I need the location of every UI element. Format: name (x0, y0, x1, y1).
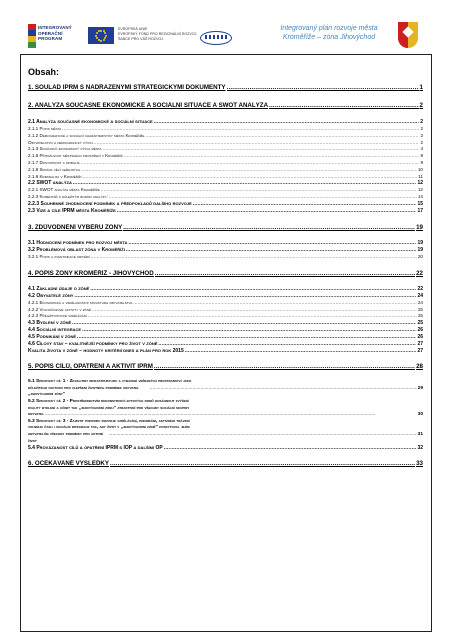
ipr-header-text: Integrovaný plán rozvoje města Kroměříže – zóna Jihovýchod (280, 25, 378, 41)
toc-entry[interactable] (28, 208, 423, 215)
toc-spacer (28, 110, 423, 119)
toc-entry[interactable] (28, 102, 423, 110)
toc-entry-text: 2.2.3 Souhrnné zhodnocení podmínek a předpokladů dalšího rozvoje (28, 200, 192, 207)
toc-entry[interactable] (28, 307, 423, 314)
toc-entry-text: 5.4 Provázanost cílů a opatření IPRM s IOP a dalšími OP (28, 445, 163, 452)
toc-entry-text: 2. ANALÝZA SOUČASNÉ EKONOMICKÉ A SOCIÁLNÍ SITUACE A SWOT ANALÝZA (28, 102, 269, 109)
toc-entry[interactable] (28, 247, 423, 254)
toc-entry-text: 2.2 SWOT analýza (28, 180, 72, 187)
toc-entry[interactable] (28, 327, 423, 334)
toc-page-number: 17 (417, 207, 423, 214)
toc-entry[interactable] (28, 160, 423, 167)
toc-entry-text: 4.2.3 Příležitostické vzdělávání (28, 313, 87, 319)
toc-entry-text: 5.3 Specifický cíl 3 - Zajistit podporu rozvoje vzdělávání, podnikání, aktivního trávení (28, 418, 190, 424)
toc-page-number: 12 (417, 187, 423, 193)
toc-leader-dots (155, 270, 415, 278)
toc-spacer (28, 371, 423, 379)
toc-entry-text: 2.1.8 Správa věcí veřejných (28, 166, 81, 172)
toc-entry-text: 3. ZDŮVODNĚNÍ VÝBĚRU ZÓNY (28, 223, 123, 231)
toc-leader-dots (227, 84, 419, 92)
toc-page-number: 4 (420, 146, 423, 152)
toc-entry[interactable] (28, 460, 423, 468)
toc-page-number: 1 (419, 84, 423, 91)
toc-leader-dots (82, 174, 417, 181)
toc-leader-dots (124, 153, 420, 160)
toc-leader-dots (91, 254, 417, 261)
toc-page-number: 25 (417, 320, 423, 327)
toc-leader-dots (81, 167, 417, 174)
toc-page-number: 24 (417, 299, 423, 305)
toc-page-number: 25 (417, 313, 423, 319)
toc-leader-dots (77, 334, 416, 341)
toc-entry-text: 2.1 Analýza současné ekonomické a sociální situace (28, 119, 153, 125)
toc-entry[interactable] (28, 348, 423, 355)
toc-entry-text: volného času i sociální integrace tak, aby život v „jihovýchodní zóně“ poskytoval jejím (28, 425, 190, 431)
eu-star-icon (96, 32, 98, 34)
toc-entry[interactable] (28, 320, 423, 327)
toc-leader-dots (94, 140, 420, 147)
toc-spacer (28, 355, 423, 363)
toc-entry[interactable] (28, 133, 423, 140)
toc-leader-dots (145, 133, 419, 140)
toc-entry-text: 4.4 Sociální integrace (28, 327, 82, 334)
eu-star-icon (96, 37, 98, 39)
toc-entry[interactable] (28, 146, 423, 153)
partner-oval-logo (200, 31, 232, 45)
toc-entry[interactable] (28, 293, 423, 300)
toc-entry[interactable] (28, 119, 423, 126)
toc-spacer (28, 215, 423, 224)
toc-entry[interactable] (28, 187, 423, 194)
toc-page-number: 24 (417, 292, 423, 299)
toc-leader-dots (45, 412, 417, 419)
toc-entry-text: kvality bydlení a učinit tak „jihovýchodní zónu“ atraktivní pro všechny sociální skupiny (28, 405, 190, 411)
toc-entry-text: 3.2 Problémová oblast zóna v Kroměříži (28, 246, 125, 253)
toc-leader-dots (90, 286, 416, 293)
toc-leader-dots (108, 432, 416, 439)
toc-leader-dots (193, 201, 417, 208)
toc-leader-dots (154, 119, 420, 126)
toc-entry[interactable] (28, 180, 423, 187)
toc-entry-text: 4.5 Podnikání v zóně (28, 334, 77, 341)
toc-entry-multiline[interactable] (28, 419, 423, 445)
toc-page-number: 19 (417, 246, 423, 253)
toc-spacer (28, 232, 423, 240)
toc-leader-dots (126, 247, 417, 254)
toc-entry-text: obyvatelům všechny podmínky pro aktivní život (28, 431, 104, 444)
toc-entry-multiline[interactable] (28, 379, 423, 399)
city-crest-icon (398, 22, 418, 48)
toc-entry[interactable] (28, 286, 423, 293)
toc-leader-dots (110, 460, 415, 468)
toc-entry-text: Kvalita života v zóně – hodnoty kritérií dnes a plán pro rok 2015 (28, 348, 184, 355)
toc-entry-text: Obyvatelstvo a demografický vývoj (28, 139, 93, 145)
toc-entry[interactable] (28, 194, 423, 201)
toc-entry-text: 2.1.9 Kriminalita v Kroměříži (28, 173, 82, 179)
toc-entry[interactable] (28, 300, 423, 307)
toc-entry-text: 5.2 Specifický cíl 2 - Prostřednictvím rekonstrukcí bytových domů dosáhnout zvýšení (28, 398, 189, 404)
toc-entry-text: 2.1.3 Současný ekonomický vývoj města (28, 146, 102, 152)
toc-page-number: 14 (417, 194, 423, 200)
toc-leader-dots (72, 320, 416, 327)
toc-leader-dots (62, 126, 419, 133)
toc-entry[interactable] (28, 201, 423, 208)
toc-leader-dots (158, 341, 416, 348)
toc-page-number: 33 (416, 460, 423, 468)
toc-title: Obsah: (28, 67, 60, 77)
toc-entry[interactable] (28, 140, 423, 147)
toc-page-number: 26 (417, 334, 423, 341)
toc-leader-dots (269, 102, 418, 110)
toc-leader-dots (128, 240, 416, 247)
toc-leader-dots (150, 386, 417, 393)
toc-entry-text: 3.2.1 Popis a kvantifikace kritérií (28, 253, 90, 259)
toc-entry[interactable] (28, 174, 423, 181)
toc-page-number: 27 (417, 348, 423, 355)
toc-page-number: 11 (418, 173, 423, 179)
toc-leader-dots (101, 187, 417, 194)
eu-star-icon (104, 37, 106, 39)
toc-entry[interactable] (28, 341, 423, 348)
toc-leader-dots (154, 363, 415, 371)
toc-entry[interactable] (28, 84, 423, 92)
toc-page-number: 32 (417, 445, 423, 452)
toc-entry-text: 4.2.2 Volnočasové aktivity v zóně (28, 306, 92, 312)
toc-spacer (28, 278, 423, 286)
iop-logo (28, 24, 72, 48)
toc-leader-dots (88, 313, 417, 320)
toc-entry-text: 6. OČEKÁVANÉ VÝSLEDKY (28, 460, 110, 468)
toc-entry-text: 2.3 Vize a cíle IPRM města Kroměříže (28, 207, 116, 214)
toc-entry[interactable] (28, 254, 423, 261)
toc-page-number: 29 (417, 385, 423, 391)
toc-entry-text: 2.1.2 Demografické a sociální charakteristiky města Kroměříže (28, 132, 145, 138)
eu-star-icon (98, 39, 100, 41)
toc-entry[interactable] (28, 313, 423, 320)
toc-entry[interactable] (28, 240, 423, 247)
toc-entry-text: 3.1 Hodnocení podmínek pro rozvoj města (28, 239, 128, 246)
toc-entry[interactable] (28, 126, 423, 133)
toc-entry-text: 4.2 Obyvatelé zóny (28, 292, 74, 299)
eu-star-icon (103, 39, 105, 41)
toc-entry-text: důležitého faktoru pro zlepšení životních podmínek obyvatel „jihovýchodní zóny“ (28, 385, 139, 398)
toc-leader-dots (185, 348, 417, 355)
toc-leader-dots (103, 146, 420, 153)
toc-entry-text: 2.2.3 Komentář k důležitým bodům analýzy: (28, 194, 108, 200)
toc-page-number: 27 (417, 341, 423, 348)
toc-leader-dots (109, 194, 417, 201)
toc-entry-text: 4.2.1 Ekonomická a vzdělanostní struktura obyvatelstva (28, 299, 133, 305)
toc-leader-dots (117, 208, 417, 215)
toc-entry[interactable] (28, 334, 423, 341)
toc-page-number: 2 (420, 132, 423, 138)
toc-entry[interactable] (28, 445, 423, 452)
toc-leader-dots (133, 300, 417, 307)
toc-entry-text: obyvatel (28, 412, 44, 418)
iop-logo-text: INTEGROVANÝ OPERAČNÍ PROGRAM (38, 25, 72, 41)
toc-entry-text: 4.3 Bydlení v zóně (28, 320, 72, 327)
toc-entry[interactable] (28, 363, 423, 371)
toc-entry-text: 2.2.1 SWOT analýza města Kroměříže (28, 187, 100, 193)
toc-entry-multiline[interactable] (28, 399, 423, 419)
toc-page-number: 19 (417, 239, 423, 246)
toc-spacer (28, 452, 423, 460)
toc-entry-text: 4.1 Základní údaje o zóně (28, 285, 90, 292)
toc-page-number: 22 (416, 269, 423, 277)
toc-entry-text: 2.1.6 Přitažlivost městského prostředí v Kroměříži (28, 153, 123, 159)
toc-leader-dots (82, 327, 416, 334)
toc-page-number: 2 (419, 102, 423, 109)
toc-page-number: 2 (420, 139, 423, 145)
toc-entry[interactable] (28, 224, 423, 232)
toc-page-number: 15 (417, 200, 423, 207)
toc-entry-text: 4.6 Cílový stav – kvalitnější podmínky pro život v zóně (28, 341, 158, 348)
toc-page-number: 19 (416, 223, 423, 231)
toc-spacer (28, 261, 423, 270)
toc-page-number: 2 (420, 126, 423, 131)
toc-page-number: 20 (417, 253, 423, 259)
toc-entry-text: 4. POPIS ZÓNY KROMĚŘÍŽ - JIHOVÝCHOD (28, 269, 154, 277)
toc-entry[interactable] (28, 153, 423, 160)
eu-star-icon (100, 40, 102, 42)
toc-entry-text: 5. POPIS CÍLŮ, OPATŘENÍ A AKTIVIT IPRM (28, 363, 153, 371)
toc-leader-dots (164, 445, 417, 452)
toc-entry-text: 2.1.1 Popis města (28, 126, 62, 131)
toc-page-number: 8 (420, 153, 423, 159)
toc-entry-text: 1. SOULAD IPRM S NADŘAZENÝMI STRATEGICKÝMI DOKUMENTY (28, 84, 226, 91)
toc-page-number: 31 (417, 431, 423, 437)
toc-leader-dots (74, 293, 416, 300)
iop-color-bars (28, 24, 36, 48)
toc-page-number: 2 (420, 119, 423, 125)
toc-entry-text: 5.1 Specifický cíl 1 - Zkvalitnit infrastrukturu a vybavení veřejných prostranství jako (28, 379, 192, 385)
toc-page-number: 12 (417, 180, 423, 187)
page-header (0, 0, 452, 52)
eu-star-icon (100, 30, 102, 32)
eu-star-icon (95, 35, 97, 37)
toc-entry[interactable] (28, 270, 423, 278)
table-of-contents (28, 84, 423, 468)
toc-page-number: 22 (417, 285, 423, 292)
toc-spacer (28, 92, 423, 102)
eu-star-icon (104, 32, 106, 34)
toc-page-number: 30 (417, 412, 423, 418)
toc-page-number: 10 (417, 166, 423, 172)
toc-leader-dots (123, 224, 415, 232)
toc-leader-dots (92, 307, 417, 314)
toc-page-number: 25 (417, 306, 423, 312)
toc-leader-dots (81, 160, 420, 167)
toc-page-number: 26 (417, 327, 423, 334)
toc-page-number: 28 (416, 363, 423, 371)
toc-page-number: 9 (420, 159, 423, 165)
toc-entry-text: 2.1.7 Dostupnost a mobilita (28, 159, 80, 165)
eu-flag-icon (88, 27, 114, 44)
eu-logo-text: EVROPSKÁ UNIE EVROPSKÝ FOND PRO REGIONÁLNÍ ROZVOJ ŠANCE PRO VÁŠ ROZVOJ (118, 27, 197, 41)
toc-leader-dots (73, 180, 417, 187)
toc-entry[interactable] (28, 167, 423, 174)
